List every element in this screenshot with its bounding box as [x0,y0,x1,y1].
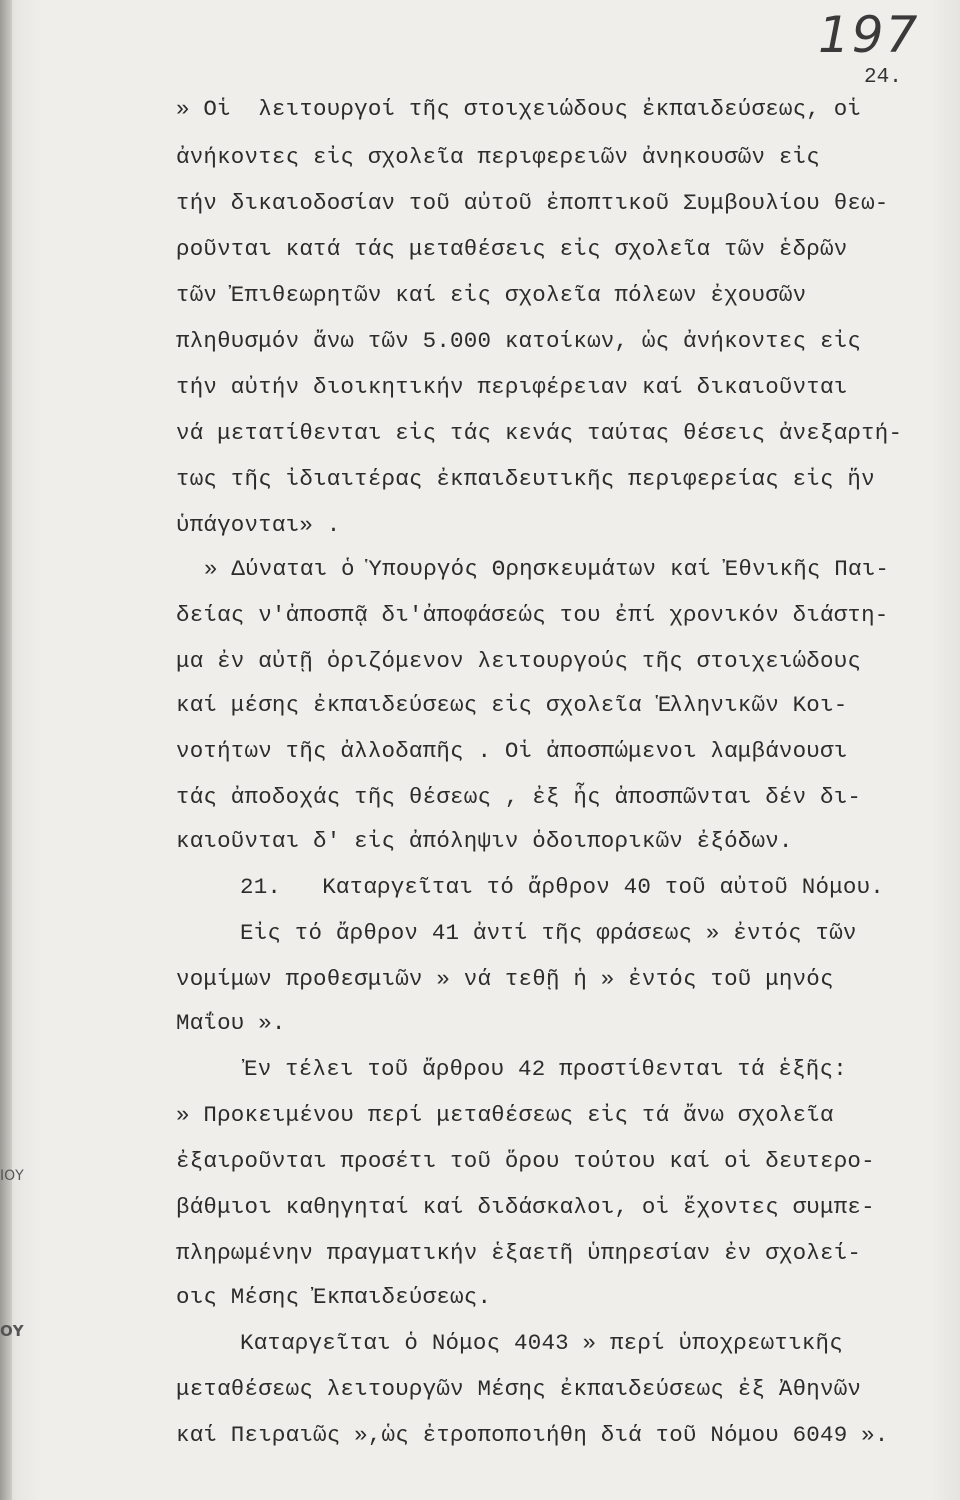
margin-fragment: ΟΥ [0,1322,24,1340]
text-line: » Οἱ λειτουργοί τῆς στοιχειώδους ἐκπαιδεύσεως, οἱ [176,96,862,122]
text-line: 21. Καταργεῖται τό ἄρθρον 40 τοῦ αὐτοῦ Νόμου. [240,874,885,900]
text-line: μεταθέσεως λειτουργῶν Μέσης ἐκπαιδεύσεως ἐξ Ἀθηνῶν [176,1376,862,1402]
page-binding-edge [0,0,12,1500]
text-line: Εἰς τό ἄρθρον 41 ἀντί τῆς φράσεως » ἐντός τῶν [240,920,857,946]
text-line: τήν αὐτήν διοικητικήν περιφέρειαν καί δικαιοῦνται [176,374,848,400]
text-line: Μαΐου ». [176,1010,286,1036]
text-line: » Προκειμένου περί μεταθέσεως εἰς τά ἄνω σχολεῖα [176,1102,834,1128]
text-line: τήν δικαιοδοσίαν τοῦ αὐτοῦ ἐποπτικοῦ Συμβουλίου θεω- [176,190,889,216]
text-line: τῶν Ἐπιθεωρητῶν καί εἰς σχολεῖα πόλεων ἐχουσῶν [176,282,807,308]
typed-page-number: 24. [864,66,902,89]
text-line: καιοῦνται δ' εἰς ἀπόληψιν ὁδοιπορικῶν ἐξόδων. [176,828,793,854]
text-line: οις Μέσης Ἐκπαιδεύσεως. [176,1284,492,1310]
text-line: Ἐν τέλει τοῦ ἄρθρου 42 προστίθενται τά ἑξῆς: [244,1056,847,1082]
text-line: καί μέσης ἐκπαιδεύσεως εἰς σχολεῖα Ἑλληνικῶν Κοι- [176,692,848,718]
text-line: πληθυσμόν ἄνω τῶν 5.000 κατοίκων, ὡς ἀνήκοντες εἰς [176,328,862,354]
handwritten-page-number: 197 [818,6,920,64]
text-line: ἀνήκοντες εἰς σχολεῖα περιφερειῶν ἀνηκουσῶν εἰς [176,144,821,170]
text-line: νά μετατίθενται εἰς τάς κενάς ταύτας θέσεις ἀνεξαρτή- [176,420,903,446]
text-line: ὑπάγονται» . [176,512,341,538]
text-line: βάθμιοι καθηγηταί καί διδάσκαλοι, οἱ ἔχοντες συμπε- [176,1194,875,1220]
text-line: ἐξαιροῦνται προσέτι τοῦ ὅρου τούτου καί οἱ δευτερο- [176,1148,875,1174]
text-line: τάς ἀποδοχάς τῆς θέσεως , ἐξ ἧς ἀποσπῶνται δέν δι- [176,784,862,810]
text-line: νομίμων προθεσμιῶν » νά τεθῇ ἡ » ἐντός τοῦ μηνός [176,966,834,992]
text-line: καί Πειραιῶς »,ὡς ἐτροποποιήθη διά τοῦ Νόμου 6049 ». [176,1422,889,1448]
text-line: ροῦνται κατά τάς μεταθέσεις εἰς σχολεῖα τῶν ἑδρῶν [176,236,848,262]
text-line: » Δύναται ὁ Ὑπουργός Θρησκευμάτων καί Ἐθνικῆς Παι- [204,556,890,582]
text-line: Καταργεῖται ὁ Νόμος 4043 » περί ὑποχρεωτικῆς [240,1330,843,1356]
text-line: νοτήτων τῆς ἀλλοδαπῆς . Οἱ ἀποσπώμενοι λαμβάνουσι [176,738,848,764]
margin-fragment: ΙΟΥ [0,1168,24,1184]
text-line: τως τῆς ἰδιαιτέρας ἐκπαιδευτικῆς περιφερείας εἰς ἥν [176,466,875,492]
text-line: μα ἐν αὐτῇ ὁριζόμενον λειτουργούς τῆς στοιχειώδους [176,648,862,674]
text-line: δείας ν'ἀποσπᾷ δι'ἀποφάσεώς του ἐπί χρονικόν διάστη- [176,602,889,628]
text-line: πληρωμένην πραγματικήν ἑξαετῆ ὑπηρεσίαν ἐν σχολεί- [176,1240,862,1266]
